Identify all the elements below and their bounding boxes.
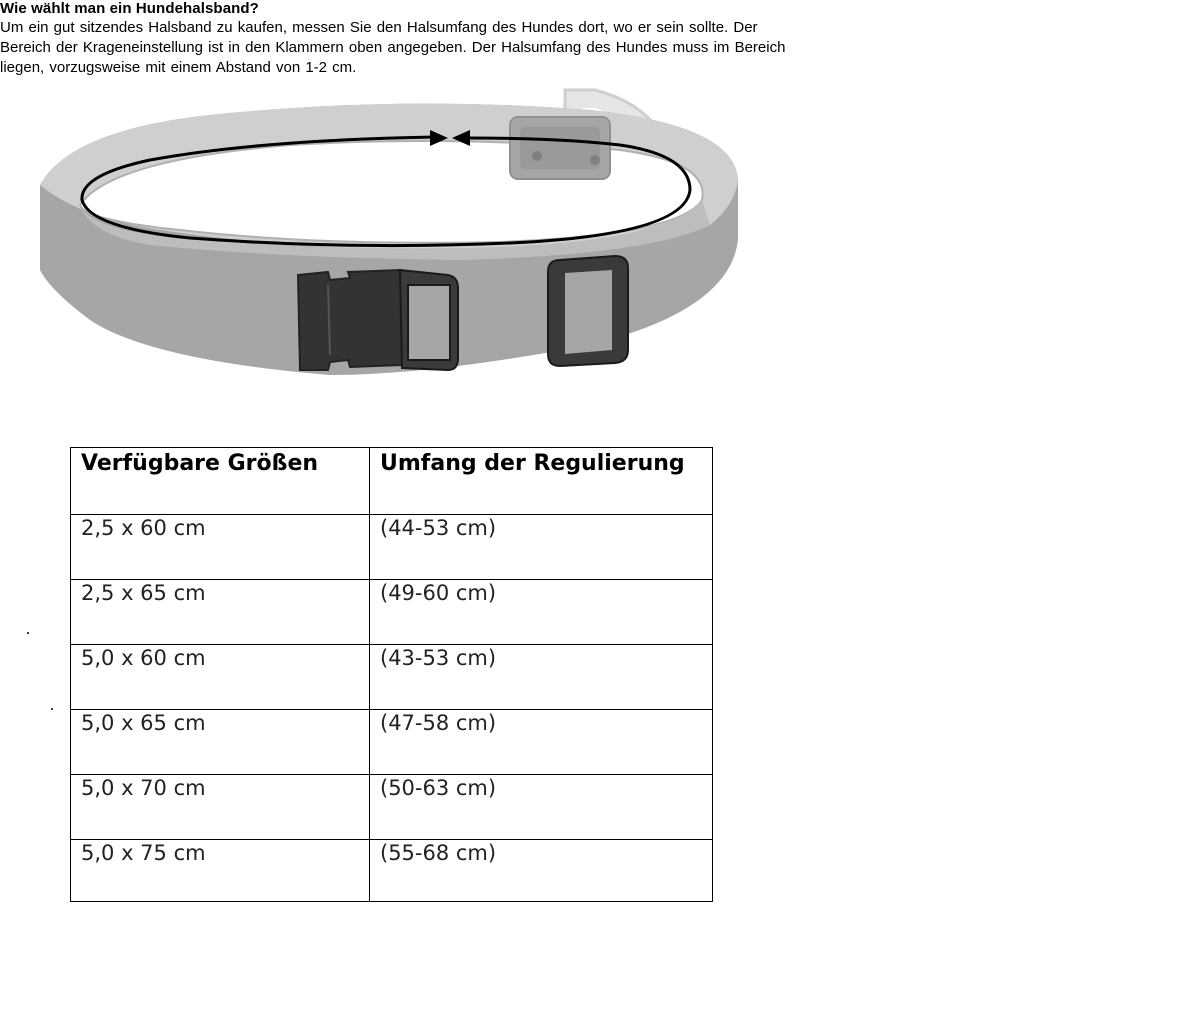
table-row — [71, 515, 713, 580]
range-cell: (55-68 cm) — [370, 840, 713, 902]
intro-line-3: liegen, vorzugsweise mit einem Abstand von 1-2 cm. — [0, 59, 357, 76]
size-cell: 5,0 x 65 cm — [71, 710, 370, 775]
table-header-row — [71, 448, 713, 515]
slider-buckle-icon — [548, 256, 628, 366]
table-row — [71, 775, 713, 840]
intro-heading: Wie wählt man ein Hundehalsband? — [0, 0, 259, 17]
table-row — [71, 710, 713, 775]
range-cell: (44-53 cm) — [370, 515, 713, 580]
table-row — [71, 580, 713, 645]
size-cell: 5,0 x 75 cm — [71, 840, 370, 902]
range-cell: (47-58 cm) — [370, 710, 713, 775]
range-cell: (43-53 cm) — [370, 645, 713, 710]
range-cell: (49-60 cm) — [370, 580, 713, 645]
range-cell: (50-63 cm) — [370, 775, 713, 840]
stray-dot — [51, 708, 53, 710]
header-sizes: Verfügbare Größen — [71, 448, 370, 515]
size-cell: 2,5 x 60 cm — [71, 515, 370, 580]
size-table — [70, 447, 713, 902]
intro-line-1: Um ein gut sitzendes Halsband zu kaufen, messen Sie den Halsumfang des Hundes dort, wo er sein sollte. Der — [0, 19, 758, 36]
size-cell: 5,0 x 70 cm — [71, 775, 370, 840]
dog-collar-measurement-icon — [30, 80, 750, 390]
intro-line-2: Bereich der Krageneinstellung ist in den Klammern oben angegeben. Der Halsumfang des Hundes muss im Bereich — [0, 39, 786, 56]
intro-section — [0, 0, 940, 78]
table-row — [71, 840, 713, 902]
buckle-icon — [298, 270, 458, 370]
table-row — [71, 645, 713, 710]
header-range: Umfang der Regulierung — [370, 448, 713, 515]
stray-dot — [27, 632, 29, 634]
size-cell: 5,0 x 60 cm — [71, 645, 370, 710]
size-cell: 2,5 x 65 cm — [71, 580, 370, 645]
